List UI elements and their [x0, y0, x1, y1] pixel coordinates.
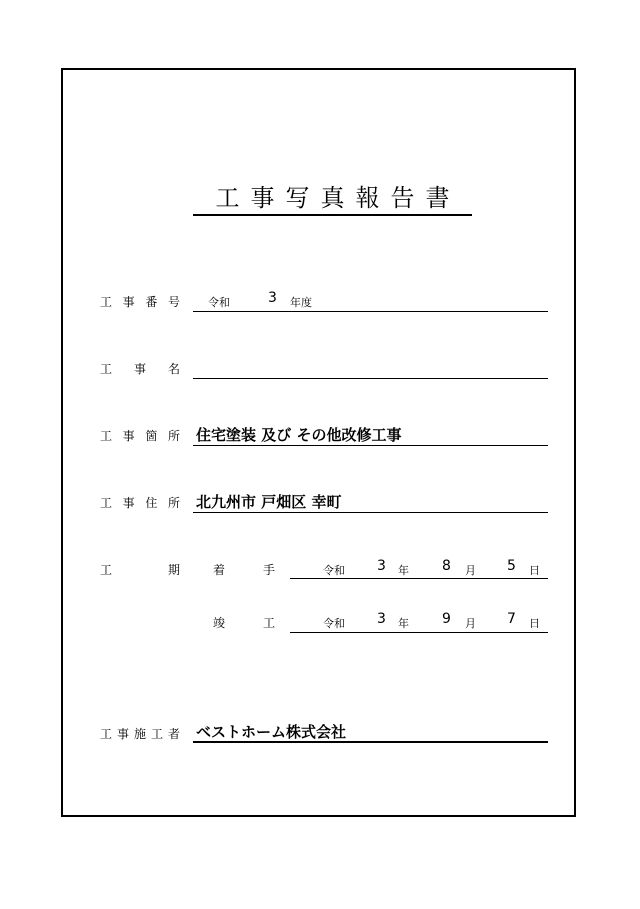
number-year-suffix: 年度	[290, 296, 312, 309]
location-underline	[193, 445, 548, 446]
end-day-unit: 日	[529, 617, 540, 630]
number-year: 3	[268, 290, 277, 306]
end-month-unit: 月	[465, 617, 476, 630]
start-year: 3	[377, 558, 386, 574]
start-month: 8	[442, 558, 451, 574]
end-day: 7	[507, 611, 516, 627]
end-underline	[290, 632, 548, 633]
end-month: 9	[442, 611, 451, 627]
label-construction-number: 工 事 番 号	[100, 295, 180, 309]
start-year-unit: 年	[398, 564, 409, 577]
number-underline	[193, 311, 548, 312]
document-title: 工事写真報告書	[193, 184, 472, 216]
end-era: 令和	[323, 617, 345, 630]
construction-address-value: 北九州市 戸畑区 幸町	[196, 493, 342, 511]
number-era: 令和	[208, 296, 230, 309]
label-construction-period: 工 期	[100, 563, 180, 577]
label-start-2: 手	[263, 563, 276, 577]
label-construction-address: 工 事 住 所	[100, 496, 180, 510]
address-underline	[193, 512, 548, 513]
label-start-1: 着	[213, 563, 226, 577]
label-contractor: 工 事 施 工 者	[100, 727, 180, 741]
start-era: 令和	[323, 564, 345, 577]
start-day: 5	[507, 558, 516, 574]
start-underline	[290, 578, 548, 579]
label-end-2: 工	[263, 616, 276, 630]
contractor-value: ベストホーム株式会社	[196, 723, 347, 741]
label-construction-location: 工 事 箇 所	[100, 429, 180, 443]
start-day-unit: 日	[529, 564, 540, 577]
contractor-underline	[193, 741, 548, 743]
start-month-unit: 月	[465, 564, 476, 577]
end-year-unit: 年	[398, 617, 409, 630]
label-end-1: 竣	[213, 616, 226, 630]
end-year: 3	[377, 611, 386, 627]
name-underline	[193, 378, 548, 379]
label-construction-name: 工 事 名	[100, 362, 180, 376]
construction-location-value: 住宅塗装 及び その他改修工事	[196, 426, 402, 444]
